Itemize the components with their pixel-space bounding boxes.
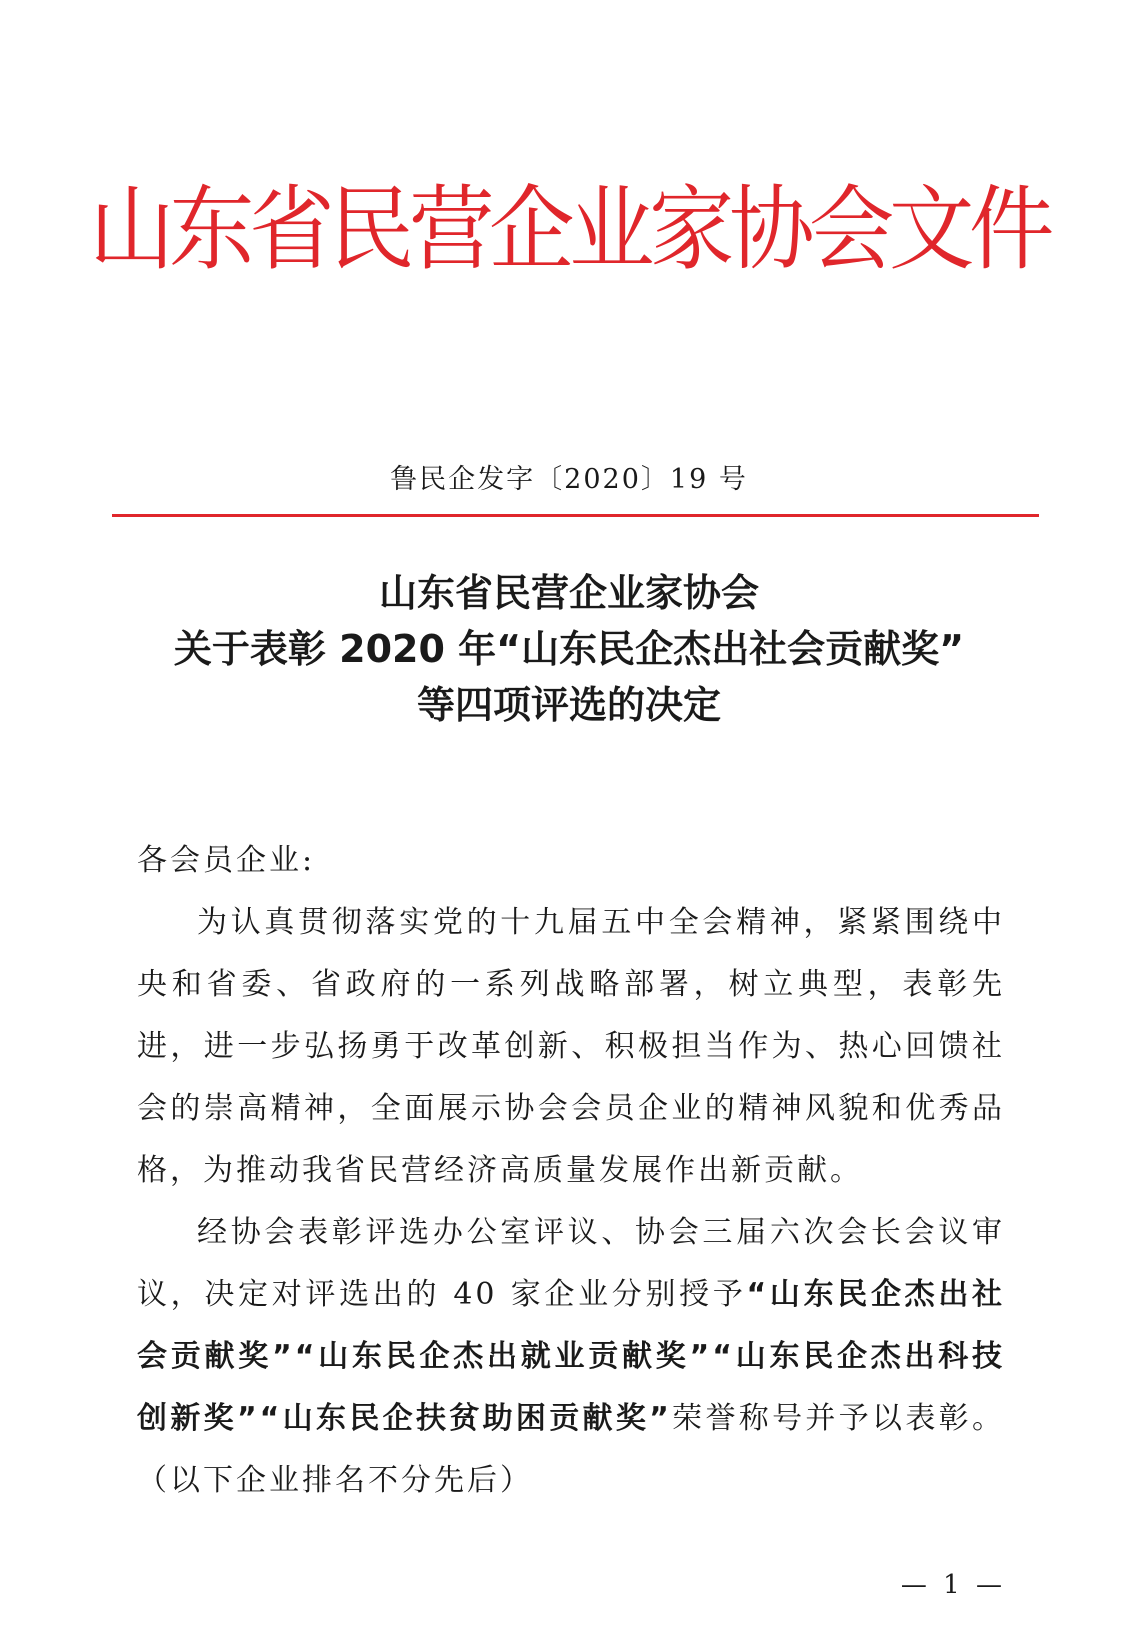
title-line-3: 等四项评选的决定: [416, 683, 721, 727]
red-divider: [112, 514, 1039, 517]
document-title: [0, 565, 1138, 733]
document-number: 鲁民企发字〔2020〕19 号: [390, 464, 748, 495]
masthead-title: 山东省民营企业家协会文件: [89, 176, 1049, 283]
document-body: [137, 830, 1005, 1512]
paragraph-2: [137, 1202, 1005, 1512]
title-line-1: 山东省民营企业家协会: [378, 571, 759, 615]
page-number: — 1 —: [900, 1570, 1006, 1600]
title-line-2: 关于表彰 2020 年“山东民企杰出社会贡献奖”: [173, 627, 965, 671]
award-names: “山东民企杰出社会贡献奖”“山东民企杰出就业贡献奖”“山东民企杰出科技创新奖”“山东民企扶贫助困贡献奖”: [137, 1277, 1006, 1436]
paragraph-1: 为认真贯彻落实党的十九届五中全会精神，紧紧围绕中央和省委、省政府的一系列战略部署，树立典型，表彰先进，进一步弘扬勇于改革创新、积极担当作为、热心回馈社会的崇高精神，全面展示协会会员企业的精神风貌和优秀品格，为推动我省民营经济高质量发展作出新贡献。: [137, 905, 1005, 1188]
paragraph-2-intro: 经协会表彰评选办公室评议、协会三届六次会长会议审议，决定对评选出的 40 家企业分别授予: [137, 1215, 1005, 1312]
salutation: 各会员企业:: [137, 843, 316, 878]
paragraph-2-outro: 荣誉称号并予以表彰。（以下企业排名不分先后）: [137, 1401, 1005, 1498]
